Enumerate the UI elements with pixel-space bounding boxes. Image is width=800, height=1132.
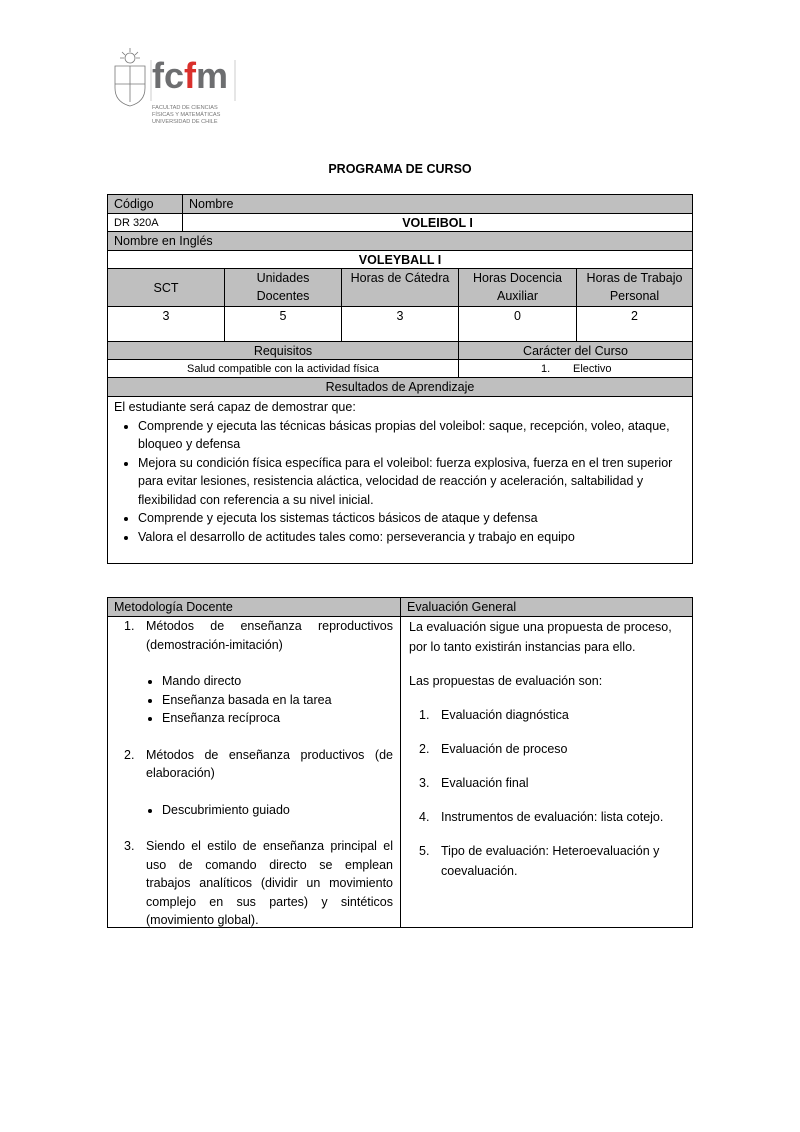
evaluacion-content (400, 616, 693, 928)
requisitos-label: Requisitos (107, 341, 459, 360)
svg-text:FACULTAD DE CIENCIAS: FACULTAD DE CIENCIAS (152, 105, 218, 111)
units-header-personal: Horas de Trabajo Personal (576, 268, 693, 307)
fcfm-logo (110, 46, 240, 131)
units-value-catedra: 3 (341, 306, 459, 342)
metodologia-item (124, 837, 393, 928)
units-value-sct: 3 (107, 306, 225, 342)
item-number: 2. (124, 747, 135, 762)
resultados-content (107, 396, 693, 564)
metodologia-content (107, 616, 401, 928)
evaluacion-label: Evaluación General (400, 597, 693, 617)
units-value-auxiliar: 0 (458, 306, 577, 342)
units-header-catedra: Horas de Cátedra (341, 268, 459, 307)
resultado-item: • Valora el desarrollo de actitudes tales como: perseverancia y trabajo en equipo (138, 528, 686, 547)
codigo-value: DR 320A (107, 213, 183, 232)
svg-text:fcfm: fcfm (152, 55, 229, 96)
resultados-label: Resultados de Aprendizaje (107, 377, 693, 397)
item-number: 5. (419, 844, 430, 858)
metodologia-sublist (148, 801, 393, 820)
item-text: Tipo de evaluación: Heteroevaluación y coevaluación. (441, 844, 660, 878)
evaluacion-item (409, 739, 684, 759)
sub-item: • Enseñanza recíproca (162, 709, 393, 728)
resultado-item: • Mejora su condición física específica para el voleibol: fuerza explosiva, fuerza en el tren superior para evitar lesiones, resistencia aláctica, velocidad de reacción y aceleración, saltabilidad y flexibilidad con referencia a su nivel inicial. (138, 454, 686, 510)
units-header-auxiliar: Horas Docencia Auxiliar (458, 268, 577, 307)
item-text: Instrumentos de evaluación: lista cotejo. (441, 810, 664, 824)
item-number: 1. (124, 619, 135, 633)
nombre-ingles-label: Nombre en Inglés (107, 231, 693, 251)
evaluacion-intro2: Las propuestas de evaluación son: (409, 674, 603, 688)
item-text: Evaluación final (441, 776, 529, 790)
item-number: 3. (124, 839, 135, 853)
resultado-item: • Comprende y ejecuta los sistemas tácticos básicos de ataque y defensa (138, 509, 686, 528)
evaluacion-item (409, 705, 684, 725)
requisitos-value: Salud compatible con la actividad física (107, 359, 459, 378)
metodologia-sublist (148, 672, 393, 728)
sub-item: • Descubrimiento guiado (162, 801, 393, 820)
item-text: Evaluación diagnóstica (441, 708, 569, 722)
item-text: Siendo el estilo de enseñanza principal el uso de comando directo se emplean trabajos analíticos (dividir un movimiento complejo en sus partes) y sintéticos (movimiento global). (146, 839, 393, 927)
metodologia-label: Metodología Docente (107, 597, 401, 617)
item-number: 2. (419, 742, 430, 756)
nombre-label: Nombre (182, 194, 693, 214)
document-title: PROGRAMA DE CURSO (328, 162, 472, 176)
svg-text:FÍSICAS Y MATEMÁTICAS: FÍSICAS Y MATEMÁTICAS (152, 112, 221, 118)
item-number: 3. (419, 776, 430, 790)
caracter-number: 1. (541, 363, 551, 375)
units-value-personal: 2 (576, 306, 693, 342)
evaluacion-item (409, 807, 684, 827)
item-number: 1. (419, 708, 430, 722)
caracter-text: Electivo (573, 363, 612, 375)
units-header-unidades: Unidades Docentes (224, 268, 342, 307)
evaluacion-item (409, 841, 684, 881)
sub-item: • Enseñanza basada en la tarea (162, 691, 393, 710)
item-text: Métodos de enseñanza productivos (de elaboración) (146, 747, 393, 780)
nombre-ingles-value: VOLEYBALL I (107, 250, 693, 269)
evaluacion-item (409, 773, 684, 793)
sub-item: • Mando directo (162, 672, 393, 691)
metodologia-item (124, 617, 393, 654)
units-value-unidades: 5 (224, 306, 342, 342)
evaluacion-intro: La evaluación sigue una propuesta de proceso, por lo tanto existirán instancias para ello. (409, 620, 672, 654)
svg-text:UNIVERSIDAD DE CHILE: UNIVERSIDAD DE CHILE (152, 119, 218, 125)
resultados-list (114, 417, 686, 547)
resultados-intro: El estudiante será capaz de demostrar que: (114, 400, 356, 414)
item-text: Evaluación de proceso (441, 742, 568, 756)
item-number: 4. (419, 810, 430, 824)
nombre-value: VOLEIBOL I (182, 213, 693, 232)
resultado-item: • Comprende y ejecuta las técnicas básicas propias del voleibol: saque, recepción, voleo, ataque, bloqueo y defensa (138, 417, 686, 454)
caracter-label: Carácter del Curso (458, 341, 693, 360)
caracter-value (458, 359, 693, 378)
units-header-sct: SCT (107, 268, 225, 307)
codigo-label: Código (107, 194, 183, 214)
item-text: Métodos de enseñanza reproductivos (demostración-imitación) (146, 619, 393, 652)
metodologia-item (124, 746, 393, 783)
